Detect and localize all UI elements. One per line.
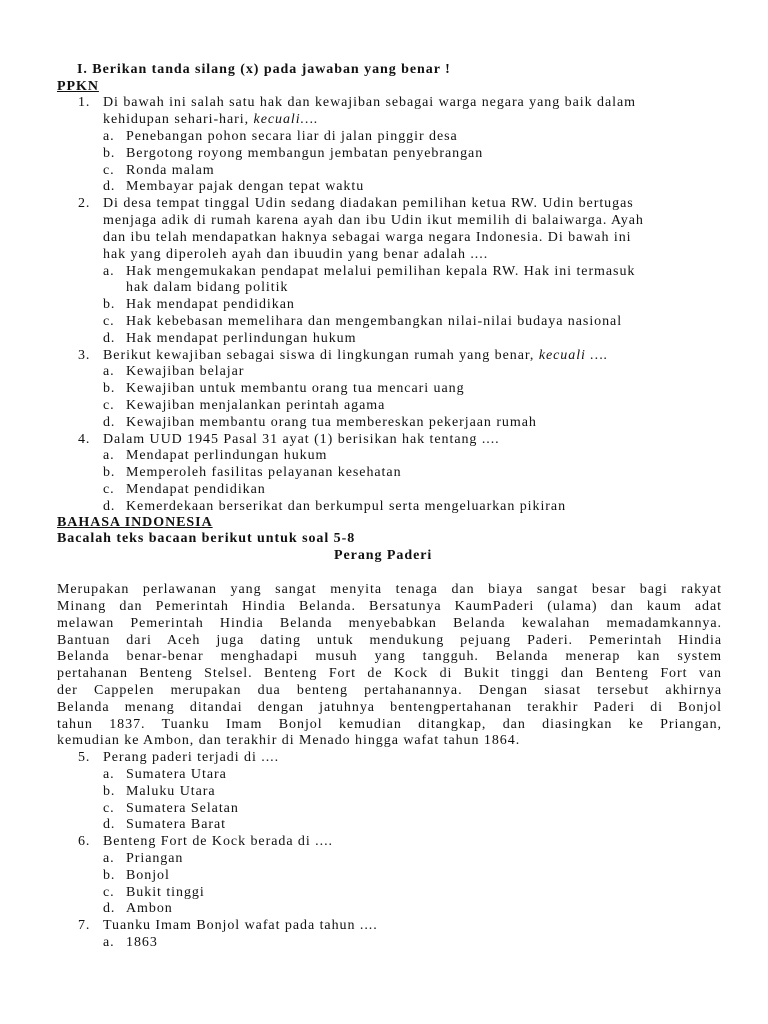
passage-line: Bantuan dari Aceh juga dating untuk mendukung pejuang Paderi. Pemerintah Hindia (57, 633, 722, 648)
option-letter: d. (103, 901, 116, 916)
option-text: Bukit tinggi (126, 885, 205, 900)
option-text: 1863 (126, 935, 158, 950)
question-text: dan ibu telah mendapatkan haknya sebagai warga negara Indonesia. Di bawah ini (103, 230, 632, 245)
option-text: Mendapat perlindungan hukum (126, 448, 328, 463)
option-text: Priangan (126, 851, 184, 866)
question-text: Benteng Fort de Kock berada di .... (103, 834, 333, 849)
passage-line: Belanda menang ditandai dengan jatuhnya bentengpertahanan terakhir Paderi di Bonjol (57, 700, 722, 715)
option-text: hak dalam bidang politik (126, 280, 289, 295)
option-text: Memperoleh fasilitas pelayanan kesehatan (126, 465, 402, 480)
italic-keyword: kecuali …. (538, 348, 609, 363)
option-text: Kewajiban menjalankan perintah agama (126, 398, 386, 413)
option-letter: a. (103, 767, 115, 782)
option-letter: d. (103, 415, 116, 430)
option-letter: d. (103, 179, 116, 194)
option-letter: a. (103, 129, 115, 144)
passage-line: der Cappelen merupakan dua benteng pertahanannya. Dengan siasat tersebut akhirnya (57, 683, 722, 698)
option-text: Mendapat pendidikan (126, 482, 266, 497)
question-text: menjaga adik di rumah karena ayah dan ibu Udin ikut memilih di balaiwarga. Ayah (103, 213, 644, 228)
option-letter: b. (103, 784, 116, 799)
question-number: 5. (78, 750, 91, 765)
passage-line: pertahanan Benteng Stelsel. Benteng Fort de Kock di Bukit tinggi dan Benteng Fort van (57, 666, 722, 681)
question-number: 1. (78, 95, 91, 110)
option-text: Ambon (126, 901, 173, 916)
passage-line: tahun 1837. Tuanku Imam Bonjol kemudian ditangkap, dan diasingkan ke Priangan, (57, 717, 722, 732)
option-letter: b. (103, 868, 116, 883)
passage-line: Merupakan perlawanan yang sangat menyita tenaga dan biaya sangat besar bagi rakyat (57, 582, 722, 597)
option-letter: b. (103, 297, 116, 312)
option-letter: a. (103, 851, 115, 866)
option-letter: c. (103, 163, 115, 178)
option-text: Penebangan pohon secara liar di jalan pinggir desa (126, 129, 458, 144)
option-text: Kewajiban untuk membantu orang tua mencari uang (126, 381, 465, 396)
section-title-bahasa: BAHASA INDONESIA (57, 515, 213, 530)
question-text: Perang paderi terjadi di .... (103, 750, 280, 765)
question-text: Di desa tempat tinggal Udin sedang diadakan pemilihan ketua RW. Udin bertugas (103, 196, 634, 211)
option-letter: d. (103, 817, 116, 832)
passage-line: melawan Pemerintah Hindia Belanda menyebabkan Belanda kewalahan memadamkannya. (57, 616, 722, 631)
question-text: Tuanku Imam Bonjol wafat pada tahun .... (103, 918, 378, 933)
option-letter: a. (103, 264, 115, 279)
question-text: hak yang diperoleh ayah dan ibuudin yang benar adalah .... (103, 247, 489, 262)
option-letter: d. (103, 499, 116, 514)
option-text: Kewajiban belajar (126, 364, 245, 379)
option-letter: c. (103, 314, 115, 329)
option-letter: c. (103, 398, 115, 413)
option-letter: d. (103, 331, 116, 346)
option-letter: b. (103, 146, 116, 161)
question-number: 2. (78, 196, 91, 211)
question-text: Berikut kewajiban sebagai siswa di lingkungan rumah yang benar, kecuali …. (103, 348, 609, 363)
option-letter: b. (103, 465, 116, 480)
question-number: 4. (78, 432, 91, 447)
option-text: Hak mendapat pendidikan (126, 297, 295, 312)
option-text: Maluku Utara (126, 784, 216, 799)
instruction-heading: I. Berikan tanda silang (x) pada jawaban yang benar ! (77, 62, 451, 77)
question-text: kehidupan sehari-hari, kecuali…. (103, 112, 319, 127)
option-text: Bergotong royong membangun jembatan penyebrangan (126, 146, 484, 161)
passage-line: Minang dan Pemerintah Hindia Belanda. Bersatunya KaumPaderi (ulama) dan kaum adat (57, 599, 722, 614)
question-text: Dalam UUD 1945 Pasal 31 ayat (1) berisikan hak tentang .... (103, 432, 500, 447)
option-text: Sumatera Selatan (126, 801, 239, 816)
question-number: 7. (78, 918, 91, 933)
question-number: 6. (78, 834, 91, 849)
option-letter: a. (103, 935, 115, 950)
option-letter: b. (103, 381, 116, 396)
option-letter: a. (103, 448, 115, 463)
passage-line: Belanda benar-benar menghadapi musuh yang tangguh. Belanda menerap kan system (57, 649, 722, 664)
passage-title: Perang Paderi (334, 548, 433, 563)
section-title-ppkn: PPKN (57, 79, 99, 94)
option-text: Ronda malam (126, 163, 215, 178)
option-letter: a. (103, 364, 115, 379)
option-text: Kewajiban membantu orang tua membereskan pekerjaan rumah (126, 415, 537, 430)
passage-line: kemudian ke Ambon, dan terakhir di Menado hingga wafat tahun 1864. (57, 733, 521, 748)
question-text: Di bawah ini salah satu hak dan kewajiban sebagai warga negara yang baik dalam (103, 95, 636, 110)
option-letter: c. (103, 482, 115, 497)
reading-instruction: Bacalah teks bacaan berikut untuk soal 5-8 (57, 531, 356, 546)
option-letter: c. (103, 885, 115, 900)
option-text: Sumatera Barat (126, 817, 226, 832)
option-letter: c. (103, 801, 115, 816)
option-text: Hak kebebasan memelihara dan mengembangkan nilai-nilai budaya nasional (126, 314, 623, 329)
option-text: Membayar pajak dengan tepat waktu (126, 179, 365, 194)
option-text: Kemerdekaan berserikat dan berkumpul serta mengeluarkan pikiran (126, 499, 567, 514)
option-text: Hak mendapat perlindungan hukum (126, 331, 357, 346)
option-text: Bonjol (126, 868, 170, 883)
question-number: 3. (78, 348, 91, 363)
italic-keyword: kecuali…. (253, 112, 319, 127)
option-text: Hak mengemukakan pendapat melalui pemilihan kepala RW. Hak ini termasuk (126, 264, 636, 279)
option-text: Sumatera Utara (126, 767, 227, 782)
